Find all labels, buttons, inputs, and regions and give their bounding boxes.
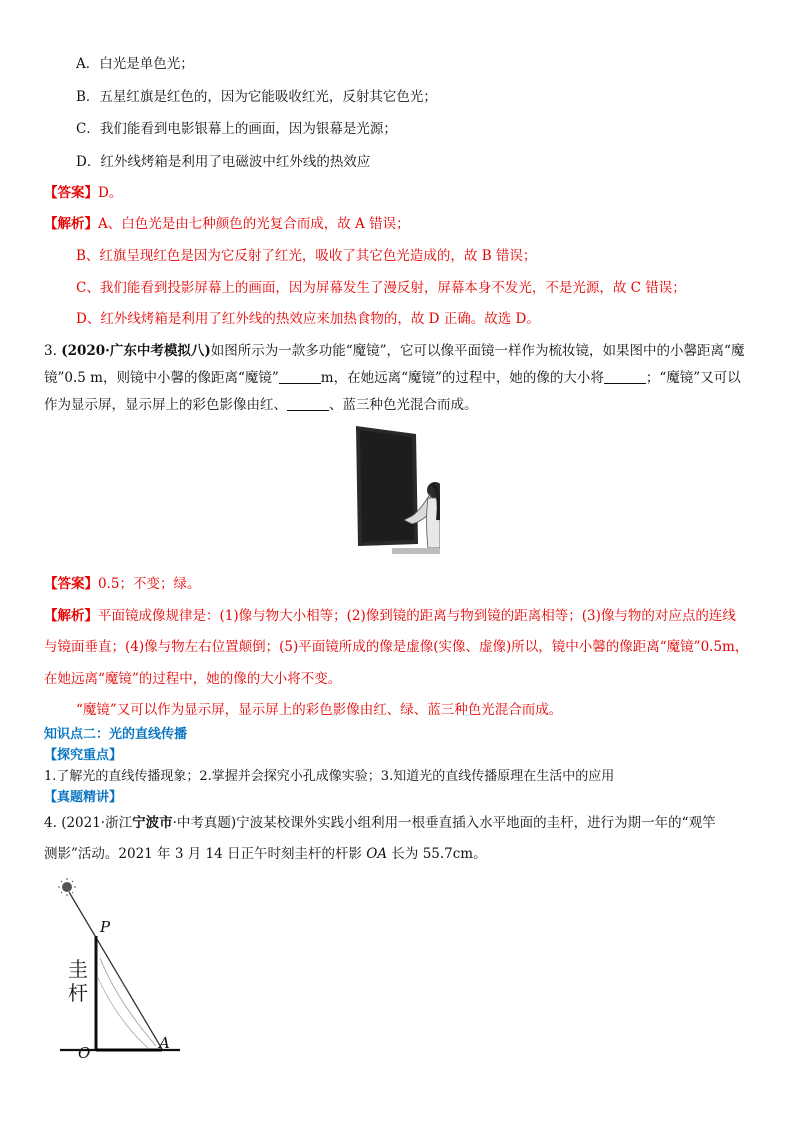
q3-analysis-2: 与镜面垂直；(4)像与物左右位置颠倒；(5)平面镜所成的像是虚像(实像、虚像)所以，镜中小馨的像距离“魔镜”0.5m， <box>44 639 749 655</box>
q2-option-a: A．白光是单色光； <box>76 56 194 72</box>
label-p: P <box>100 918 111 936</box>
answer-blank[interactable] <box>279 369 321 384</box>
q3-analysis-1 <box>44 606 736 626</box>
question-source: (2021·浙江 <box>61 815 133 831</box>
analysis-label: 【解析】 <box>44 216 98 232</box>
q3-analysis-3: 在她远离“魔镜”的过程中，她的像的大小将不变。 <box>44 671 342 687</box>
question-text: 长为 55.7cm。 <box>387 846 487 862</box>
analysis-label: 【解析】 <box>44 608 98 624</box>
answer-blank[interactable] <box>287 396 329 411</box>
question-number: 4. <box>44 815 57 831</box>
question-text: 作为显示屏，显示屏上的彩色影像由红、 <box>44 397 287 413</box>
analysis-text: A、白色光是由七种颜色的光复合而成，故 A 错误； <box>98 216 410 232</box>
question-number: 3. <box>44 343 57 359</box>
real-exam-label: 【真题精讲】 <box>44 790 123 805</box>
question-source: ·中考真题) <box>172 815 237 831</box>
question-source-city: 宁波市 <box>132 815 173 831</box>
q2-option-b: B．五星红旗是红色的，因为它能吸收红光，反射其它色光； <box>76 89 437 105</box>
analysis-text: 平面镜成像规律是：(1)像与物大小相等；(2)像到镜的距离与物到镜的距离相等；(3)像与物的对应点的连线 <box>98 608 736 624</box>
question-text: ；“魔镜”又可以 <box>645 370 741 386</box>
question-text: 如图所示为一款多功能“魔镜”，它可以像平面镜一样作为梳妆镜，如果图中的小馨距离“魔 <box>210 343 745 359</box>
q2-analysis-a <box>44 214 410 234</box>
label-a: A <box>159 1034 170 1052</box>
answer-blank[interactable] <box>604 369 646 384</box>
q3-line-1 <box>44 341 744 361</box>
q4-line-2 <box>44 844 487 864</box>
q2-option-c: C．我们能看到电影银幕上的画面，因为银幕是光源； <box>76 121 397 137</box>
question-text: 宁波某校课外实践小组利用一根垂直插入水平地面的圭杆，进行为期一年的“观竿 <box>236 815 716 831</box>
answer-label: 【答案】 <box>44 576 98 592</box>
sun-icon <box>58 878 76 896</box>
label-o: O <box>78 1044 91 1060</box>
q3-line-3 <box>44 395 478 415</box>
gnomon-diagram <box>50 878 200 1060</box>
q3-answer <box>44 574 200 594</box>
focus-label: 【探究重点】 <box>44 748 123 763</box>
answer-label: 【答案】 <box>44 185 98 201</box>
q4-line-1 <box>44 813 716 833</box>
label-pole-2: 杆 <box>68 981 88 1005</box>
q2-option-d: D．红外线烤箱是利用了电磁波中红外线的热效应 <box>76 154 371 170</box>
answer-text: 0.5；不变；绿。 <box>98 576 201 592</box>
question-text: m，在她远离“魔镜”的过程中，她的像的大小将 <box>320 370 604 386</box>
label-pole-1: 圭 <box>68 957 88 981</box>
question-source: (2020·广东中考模拟八) <box>61 343 211 359</box>
q2-analysis-d: D、红外线烤箱是利用了红外线的热效应来加热食物的，故 D 正确。故选 D。 <box>76 311 540 327</box>
q3-line-2 <box>44 368 741 388</box>
answer-text: D。 <box>98 185 123 201</box>
q3-analysis-4: “魔镜”又可以作为显示屏，显示屏上的彩色影像由红、绿、蓝三种色光混合而成。 <box>76 702 563 718</box>
focus-text: 1.了解光的直线传播现象；2.掌握并会探究小孔成像实验；3.知道光的直线传播原理在生活中的应用 <box>44 769 615 784</box>
shadow-label: OA <box>366 846 388 862</box>
q2-analysis-b: B、红旗呈现红色是因为它反射了红光，吸收了其它色光造成的，故 B 错误； <box>76 248 537 264</box>
magic-mirror-photo <box>352 424 440 554</box>
q2-answer <box>44 183 122 203</box>
question-text: 测影”活动。2021 年 3 月 14 日正午时刻圭杆的杆影 <box>44 846 367 862</box>
question-text: 镜”0.5 m，则镜中小馨的像距离“魔镜” <box>44 370 279 386</box>
q2-analysis-c: C、我们能看到投影屏幕上的画面，因为屏幕发生了漫反射，屏幕本身不发光，不是光源，故 C 错误； <box>76 280 686 296</box>
section-title: 知识点二：光的直线传播 <box>44 727 188 742</box>
question-text: 、蓝三种色光混合而成。 <box>329 397 478 413</box>
